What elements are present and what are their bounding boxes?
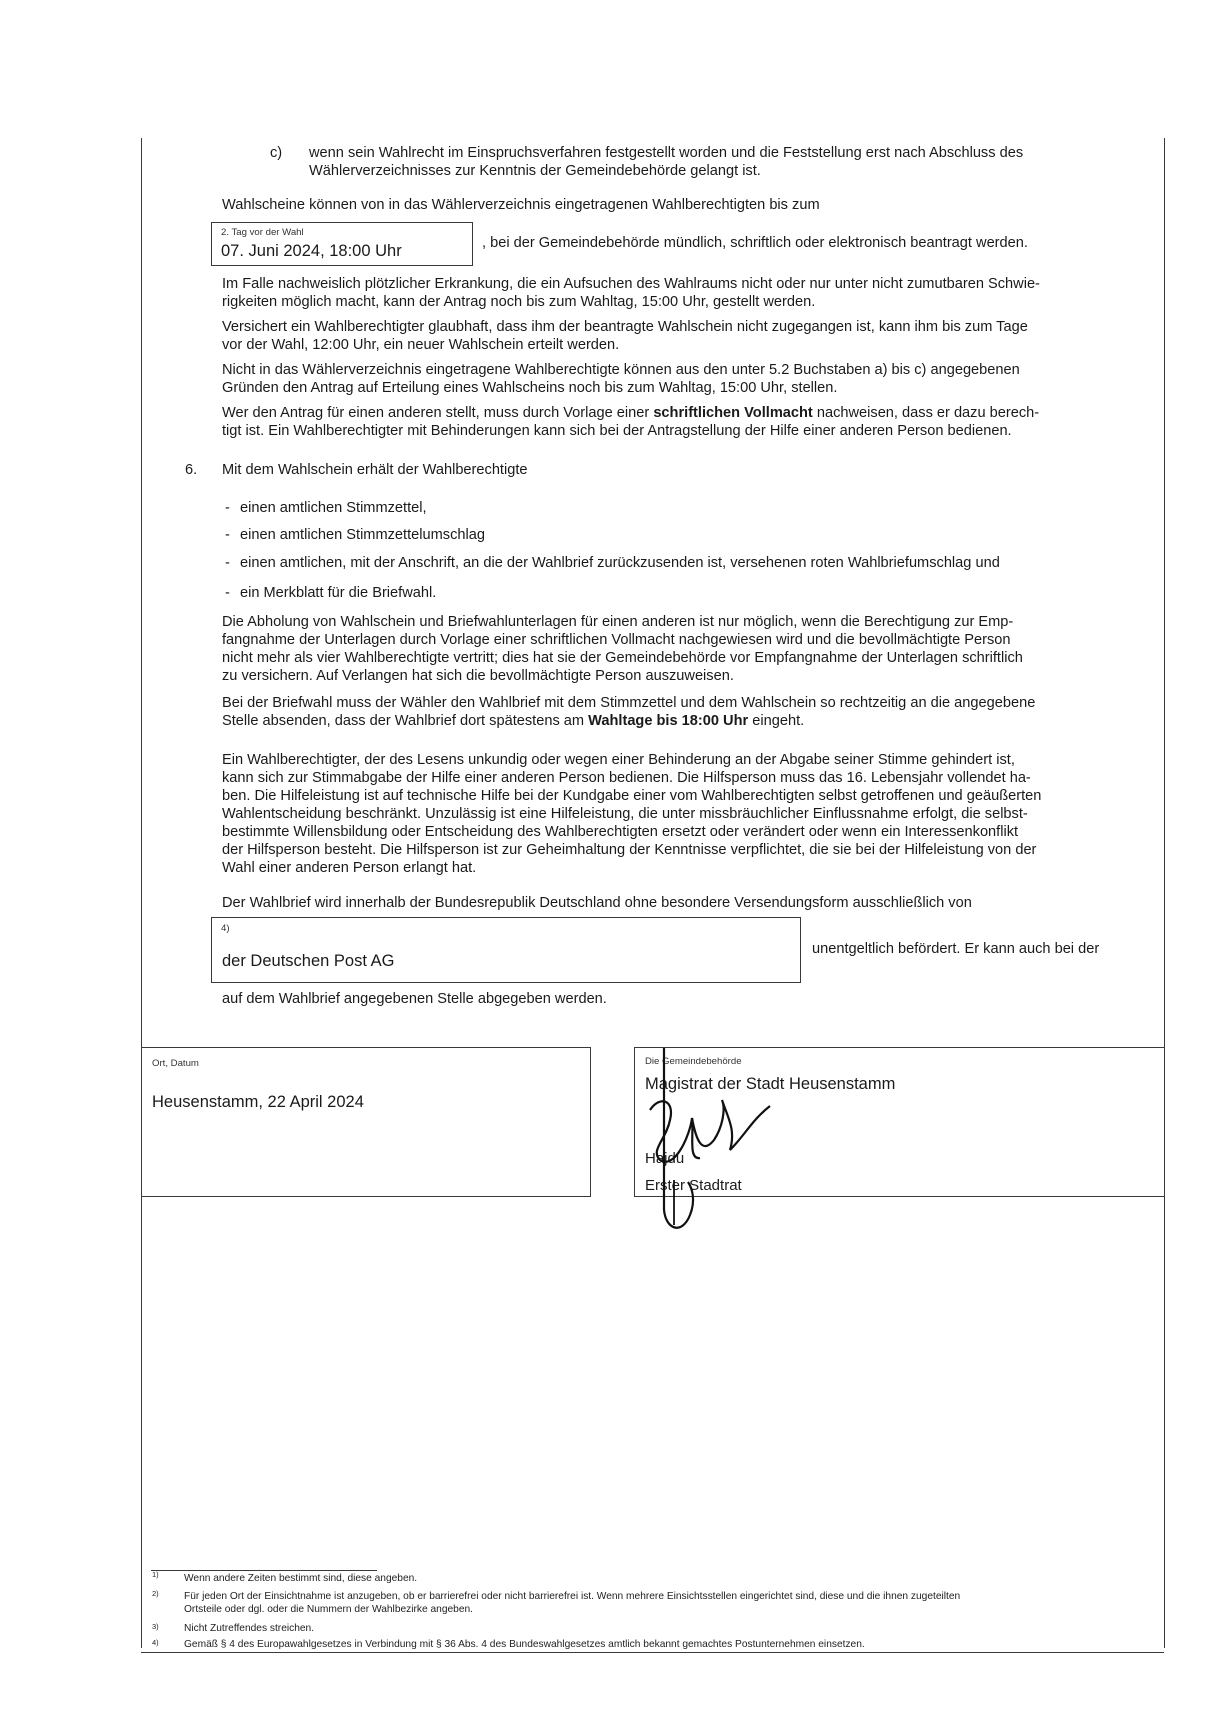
footnote-3-num: 3) <box>152 1622 159 1631</box>
para-not-registered-2: Gründen den Antrag auf Erteilung eines Wahlscheins noch bis zum Wahltag, 15:00 Uhr, stellen. <box>222 380 838 396</box>
carrier-after: unentgeltlich befördert. Er kann auch bei der <box>812 941 1100 957</box>
footnote-1-line-1: Wenn andere Zeiten bestimmt sind, diese angeben. <box>184 1573 418 1584</box>
para-pickup-3: nicht mehr als vier Wahlberechtigte vertritt; dies hat sie der Gemeindebehörde vor Empfangnahme der Unterlagen schriftlich <box>222 650 1023 666</box>
bullet-item-1: einen amtlichen Stimmzettel, <box>240 500 427 516</box>
footnote-4-num: 4) <box>152 1638 159 1647</box>
footnote-2-line-2: Ortsteile oder dgl. oder die Nummern der Wahlbezirke angeben. <box>184 1604 473 1615</box>
deadline-value: 07. Juni 2024, 18:00 Uhr <box>221 242 402 260</box>
carrier-value: der Deutschen Post AG <box>222 952 395 970</box>
footnote-rule <box>151 1570 377 1571</box>
section-6-heading: Mit dem Wahlschein erhält der Wahlberechtigte <box>222 462 528 478</box>
bullet-item-3: einen amtlichen, mit der Anschrift, an die der Wahlbrief zurückzusenden ist, versehenen roten Wahlbriefumschlag und <box>240 555 1000 571</box>
page-frame-right <box>1164 138 1165 1648</box>
para-proxy-2: tigt ist. Ein Wahlberechtigter mit Behinderungen kann sich bei der Antragstellung der Hilfe einer anderen Person bedienen. <box>222 423 1012 439</box>
deadline-box <box>211 222 473 266</box>
footnote-2-num: 2) <box>152 1589 159 1598</box>
bullet-marker-3: - <box>225 555 230 571</box>
para-lost-1: Versichert ein Wahlberechtigter glaubhaft, dass ihm der beantragte Wahlschein nicht zugegangen ist, kann ihm bis zum Tage <box>222 319 1028 335</box>
footnote-1-num: 1) <box>152 1570 159 1579</box>
para-assist-1: Ein Wahlberechtigter, der des Lesens unkundig oder wegen einer Behinderung an der Abgabe seiner Stimme gehindert ist, <box>222 752 1015 768</box>
para-assist-3: ben. Die Hilfeleistung ist auf technische Hilfe bei der Kundgabe einer vom Wahlberechtigten selbst getroffenen und geäußerten <box>222 788 1042 804</box>
signer-name: Hajdu <box>645 1150 685 1167</box>
bullet-item-4: ein Merkblatt für die Briefwahl. <box>240 585 437 601</box>
para-proxy-1: Wer den Antrag für einen anderen stellt, muss durch Vorlage einer schriftlichen Vollmacht nachweisen, dass er dazu berech- <box>222 405 1040 421</box>
carrier-last: auf dem Wahlbrief angegebenen Stelle abgegeben werden. <box>222 991 607 1007</box>
para-postal-1: Bei der Briefwahl muss der Wähler den Wahlbrief mit dem Stimmzettel und dem Wahlschein so rechtzeitig an die angegebene <box>222 695 1036 711</box>
bullet-item-2: einen amtlichen Stimmzettelumschlag <box>240 527 485 543</box>
para-assist-4: Wahlentscheidung beschränkt. Unzulässig ist eine Hilfeleistung, die unter missbräuchlicher Einflussnahme erfolgt, die selbst- <box>222 806 1028 822</box>
place-date-right-rule <box>590 1047 591 1196</box>
place-date-top-rule <box>141 1047 591 1048</box>
para-postal-2: Stelle absenden, dass der Wahlbrief dort spätestens am Wahltage bis 18:00 Uhr eingeht. <box>222 713 805 729</box>
para-pickup-4: zu versichern. Auf Verlangen hat sich die bevollmächtigte Person auszuweisen. <box>222 668 734 684</box>
authority-name: Magistrat der Stadt Heusenstamm <box>645 1075 896 1093</box>
intro-line: Wahlscheine können von in das Wählerverzeichnis eingetragenen Wahlberechtigten bis zum <box>222 197 820 213</box>
footnote-2-line-1: Für jeden Ort der Einsichtnahme ist anzugeben, ob er barrierefrei oder nicht barrierefrei ist. Wenn mehrere Einsichtsstellen eingerichtet sind, diese und die ihnen zugeteilten <box>184 1591 961 1602</box>
para-pickup-1: Die Abholung von Wahlschein und Briefwahlunterlagen für einen anderen ist nur möglich, wenn die Berechtigung zur Emp- <box>222 614 1014 630</box>
footnote-3-line-1: Nicht Zutreffendes streichen. <box>184 1623 315 1634</box>
para-not-registered-1: Nicht in das Wählerverzeichnis eingetragene Wahlberechtigte können aus den unter 5.2 Buchstaben a) bis c) angegebenen <box>222 362 1020 378</box>
para-lost-2: vor der Wahl, 12:00 Uhr, ein neuer Wahlschein erteilt werden. <box>222 337 620 353</box>
page-bottom-rule <box>141 1652 1164 1653</box>
bullet-marker-2: - <box>225 527 230 543</box>
authority-label: Die Gemeindebehörde <box>645 1056 742 1067</box>
item-c-line-1: wenn sein Wahlrecht im Einspruchsverfahren festgestellt worden und die Feststellung erst nach Abschluss des <box>309 145 1024 161</box>
proxy-bold: schriftlichen Vollmacht <box>653 405 813 421</box>
para-assist-2: kann sich zur Stimmabgabe der Hilfe einer anderen Person bedienen. Die Hilfsperson muss das 16. Lebensjahr vollendet ha- <box>222 770 1031 786</box>
section-6-number: 6. <box>185 462 198 478</box>
bullet-marker-4: - <box>225 585 230 601</box>
page-frame-left <box>141 138 142 1648</box>
para-assist-6: der Hilfsperson besteht. Die Hilfsperson ist zur Geheimhaltung der Kenntnisse verpflichtet, die sie bei der Hilfeleistung von der <box>222 842 1037 858</box>
item-c-line-2: Wählerverzeichnisses zur Kenntnis der Gemeindebehörde gelangt ist. <box>309 163 761 179</box>
footnote-4-line-1: Gemäß § 4 des Europawahlgesetzes in Verbindung mit § 36 Abs. 4 des Bundeswahlgesetzes amtlich bekannt gemachtes Postunternehmen einsetzen. <box>184 1639 865 1650</box>
signer-title: Erster Stadtrat <box>645 1177 742 1194</box>
para-delivery: Der Wahlbrief wird innerhalb der Bundesrepublik Deutschland ohne besondere Versendungsform ausschließlich von <box>222 895 972 911</box>
place-date-value: Heusenstamm, 22 April 2024 <box>152 1093 364 1111</box>
para-pickup-2: fangnahme der Unterlagen durch Vorlage einer schriftlichen Vollmacht nachgewiesen wird und die bevollmächtigte Person <box>222 632 1011 648</box>
item-c-marker: c) <box>270 145 283 161</box>
carrier-box <box>211 917 801 983</box>
deadline-label: 2. Tag vor der Wahl <box>221 227 304 238</box>
deadline-after: , bei der Gemeindebehörde mündlich, schriftlich oder elektronisch beantragt werden. <box>482 235 1028 251</box>
para-illness-1: Im Falle nachweislich plötzlicher Erkrankung, die ein Aufsuchen des Wahlraums nicht oder nur unter nicht zumutbaren Schwie- <box>222 276 1040 292</box>
handwritten-signature <box>630 1040 810 1240</box>
bullet-marker-1: - <box>225 500 230 516</box>
para-illness-2: rigkeiten möglich macht, kann der Antrag noch bis zum Wahltag, 15:00 Uhr, gestellt werden. <box>222 294 816 310</box>
para-assist-7: Wahl einer anderen Person erlangt hat. <box>222 860 477 876</box>
place-date-label: Ort, Datum <box>152 1058 199 1069</box>
postal-bold: Wahltage bis 18:00 Uhr <box>588 713 749 729</box>
place-date-bottom-rule <box>141 1196 591 1197</box>
para-assist-5: bestimmte Willensbildung oder Entscheidung des Wahlberechtigten ersetzt oder verändert oder wenn ein Interessenkonflikt <box>222 824 1019 840</box>
carrier-label: 4) <box>221 923 230 934</box>
